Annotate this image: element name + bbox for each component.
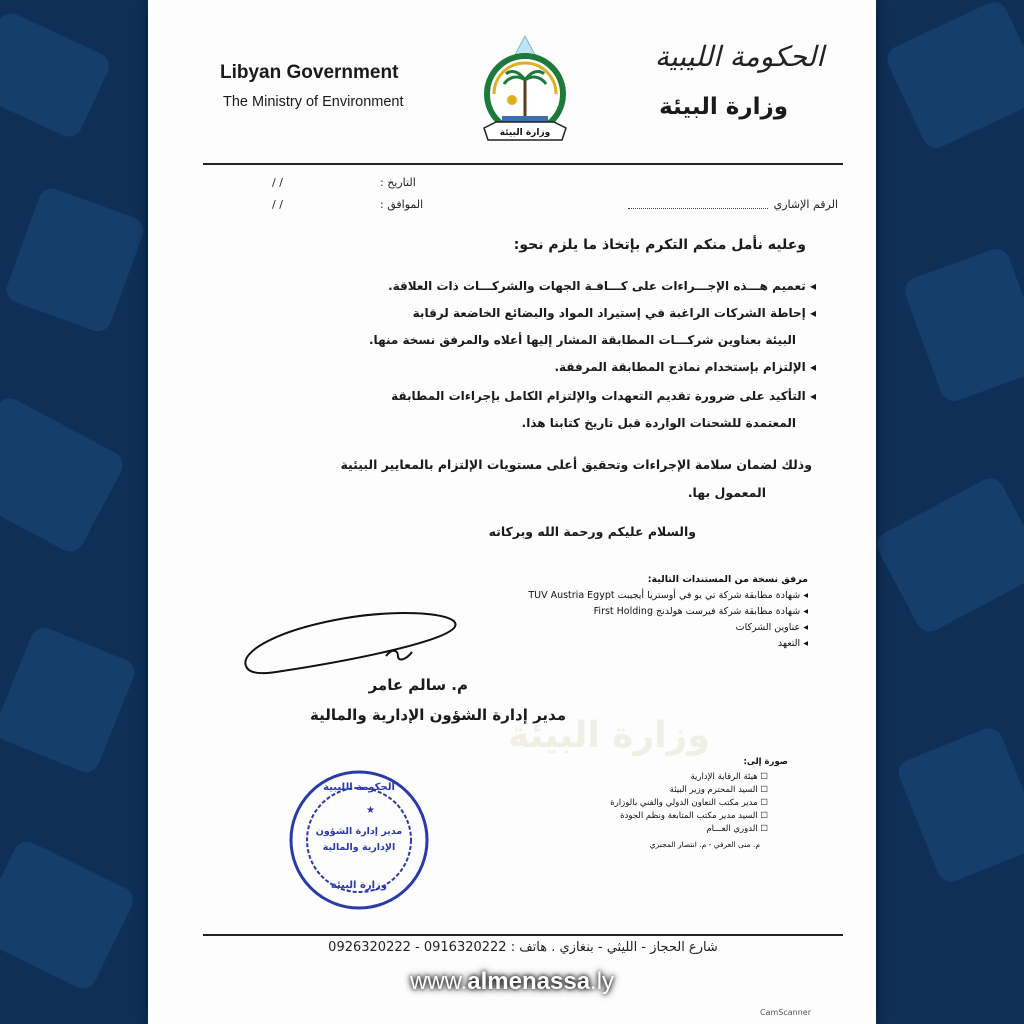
cc-item-1: ☐ هيئة الرقابة الإدارية [690, 772, 768, 782]
bullet-3: ◂ الإلتزام بإستخدام نماذج المطابقة المرفقة. [554, 360, 816, 374]
ministry-logo [466, 32, 584, 150]
cc-footnote: م. منى العرفي - م. انتصار المجبري [649, 840, 760, 849]
greeting: والسلام عليكم ورحمة الله وبركاته [488, 524, 696, 539]
english-title: Libyan Government [220, 62, 399, 83]
corresponding-label: الموافق : [380, 198, 424, 211]
cc-item-2-text: السيد المحترم وزير البيئة [669, 785, 758, 795]
attachment-4-text: التعهد [777, 638, 801, 649]
site-prefix: www. [409, 968, 468, 995]
date-label: التاريخ : [380, 176, 416, 189]
attachment-2: ◂ شهادة مطابقة شركة فيرست هولدنج First Holding [593, 606, 808, 617]
stamp-middle-1: مدير إدارة الشؤون [315, 826, 403, 837]
attachment-1: ◂ شهادة مطابقة شركة تي يو في أوستريا أيجيبت TUV Austria Egypt [528, 590, 808, 601]
website-watermark [148, 968, 876, 996]
bullet-4: ◂ التأكيد على ضرورة تقديم التعهدات والإلتزام الكامل بإجراءات المطابقة [391, 389, 816, 403]
attachment-2-text: شهادة مطابقة شركة فيرست هولدنج First Holding [593, 606, 801, 617]
cc-title: صورة إلى: [743, 757, 788, 767]
bullet-4-cont: المعتمدة للشحنات الواردة قبل تاريخ كتابنا هذا. [521, 416, 796, 430]
attachment-3: ◂ عناوين الشركات [735, 622, 808, 633]
bullet-1: ◂ تعميم هـــذه الإجـــراءات على كـــافـة الجهات والشركـــات ذات العلاقة. [388, 279, 816, 293]
stamp-top-text: الحكومة الليبية [323, 782, 395, 793]
arabic-ministry-title: وزارة البيئة [659, 94, 788, 120]
site-suffix: .ly [590, 968, 615, 995]
closing-line-1: وذلك لضمان سلامة الإجراءات وتحقيق أعلى مستويات الإلتزام بالمعايير البيئية [340, 457, 812, 472]
attachment-4: ◂ التعهد [777, 638, 808, 649]
date-value: / / [272, 176, 283, 189]
stamp-bottom-text: وزارة البيئة [330, 880, 388, 891]
bullet-4-text: التأكيد على ضرورة تقديم التعهدات والإلتزام الكامل بإجراءات المطابقة [391, 389, 806, 403]
bullet-2-cont: البيئة بعناوين شركـــات المطابقة المشار إليها أعلاه والمرفق نسخة منها. [369, 333, 796, 347]
bullet-3-text: الإلتزام بإستخدام نماذج المطابقة المرفقة. [554, 360, 806, 374]
cc-item-1-text: هيئة الرقابة الإدارية [690, 772, 758, 782]
footer-divider [203, 934, 843, 936]
reference-label: الرقم الإشاري [773, 198, 838, 211]
faint-ministry-watermark: وزارة البيئة [508, 715, 710, 756]
letter-page [148, 0, 876, 1024]
attachment-3-text: عناوين الشركات [735, 622, 801, 633]
signatory-name: م. سالم عامر [368, 676, 468, 694]
cc-item-2: ☐ السيد المحترم وزير البيئة [669, 785, 768, 795]
attachments-title: مرفق نسخة من المستندات التالية: [647, 574, 808, 585]
closing-line-2: المعمول بها. [687, 485, 766, 500]
reference-line [628, 208, 768, 209]
site-brand: almenassa [467, 968, 591, 995]
intro-text: وعليه نأمل منكم التكرم بإتخاذ ما يلزم نحو: [513, 237, 806, 253]
attachment-1-text: شهادة مطابقة شركة تي يو في أوستريا أيجيبت TUV Austria Egypt [528, 590, 801, 601]
cc-item-3: ☐ مدير مكتب التعاون الدولي والفني بالوزارة [610, 798, 768, 808]
cc-item-5: ☐ الدوري العـــام [706, 824, 768, 834]
header-divider [203, 163, 843, 165]
cc-item-4-text: السيد مدير مكتب المتابعة ونظم الجودة [620, 811, 758, 821]
signatory-title: مدير إدارة الشؤون الإدارية والمالية [310, 706, 566, 724]
bullet-2-text: إحاطة الشركات الراغبة في إستيراد المواد والبضائع الخاضعة لرقابة [412, 306, 806, 320]
cc-item-3-text: مدير مكتب التعاون الدولي والفني بالوزارة [610, 798, 758, 808]
logo-caption: وزارة البيئة [499, 128, 551, 138]
stamp-middle-2: الإدارية والمالية [322, 842, 396, 853]
bullet-2: ◂ إحاطة الشركات الراغبة في إستيراد المواد والبضائع الخاضعة لرقابة [412, 306, 816, 320]
english-subtitle: The Ministry of Environment [223, 94, 404, 110]
corresponding-value: / / [272, 198, 283, 211]
footer-address: شارع الحجاز - الليثي - بنغازي . هاتف : 0916320222 - 0926320222 [328, 940, 718, 955]
arabic-government-title: الحكومة الليبية [654, 40, 824, 73]
bullet-1-text: تعميم هـــذه الإجـــراءات على كـــافـة الجهات والشركـــات ذات العلاقة. [388, 279, 806, 293]
handwritten-signature [236, 600, 476, 680]
cc-item-4: ☐ السيد مدير مكتب المتابعة ونظم الجودة [620, 811, 768, 821]
camscanner-mark: CamScanner [760, 1008, 812, 1017]
cc-item-5-text: الدوري العـــام [706, 824, 758, 834]
svg-text:★: ★ [366, 805, 375, 816]
